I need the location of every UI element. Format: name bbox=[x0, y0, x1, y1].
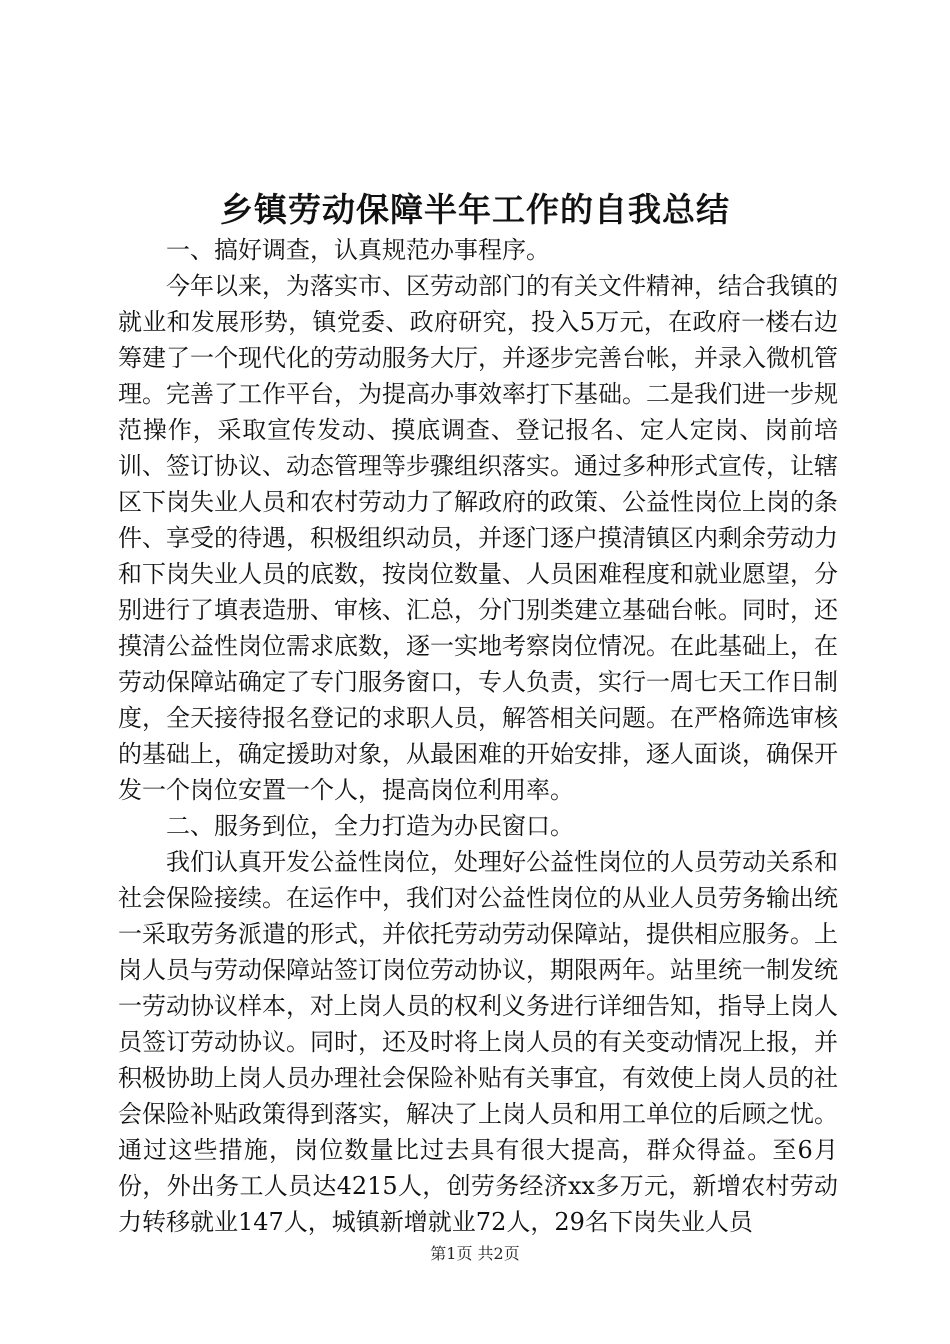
section-heading-2: 二、服务到位，全力打造为办民窗口。 bbox=[166, 812, 574, 840]
page-footer: 第1页 共2页 bbox=[430, 1244, 520, 1263]
body-paragraph-1: 今年以来，为落实市、区劳动部门的有关文件精神，结合我镇的就业和发展形势，镇党委、政府研究，投入5万元，在政府一楼右边筹建了一个现代化的劳动服务大厅，并逐步完善台帐，并录入微机管理。完善了工作平台，为提高办事效率打下基础。二是我们进一步规范操作，采取宣传发动、摸底调查、登记报名、定人定岗、岗前培训、签订协议、动态管理等步骤组织落实。通过多种形式宣传，让辖区下岗失业人员和农村劳动力了解政府的政策、公益性岗位上岗的条件、享受的待遇，积极组织动员，并逐门逐户摸清镇区内剩余劳动力和下岗失业人员的底数，按岗位数量、人员困难程度和就业愿望，分别进行了填表造册、审核、汇总，分门别类建立基础台帐。同时，还摸清公益性岗位需求底数，逐一实地考察岗位情况。在此基础上，在劳动保障站确定了专门服务窗口，专人负责，实行一周七天工作日制度，全天接待报名登记的求职人员，解答相关问题。在严格筛选审核的基础上，确定援助对象，从最困难的开始安排，逐人面谈，确保开发一个岗位安置一个人，提高岗位利用率。 bbox=[118, 272, 838, 804]
document-title: 乡镇劳动保障半年工作的自我总结 bbox=[220, 190, 730, 229]
section-heading-1: 一、搞好调查，认真规范办事程序。 bbox=[166, 236, 550, 264]
document-body bbox=[118, 232, 838, 1240]
body-paragraph-2: 我们认真开发公益性岗位，处理好公益性岗位的人员劳动关系和社会保险接续。在运作中，我们对公益性岗位的从业人员劳务输出统一采取劳务派遣的形式，并依托劳动劳动保障站，提供相应服务。上岗人员与劳动保障站签订岗位劳动协议，期限两年。站里统一制发统一劳动协议样本，对上岗人员的权利义务进行详细告知，指导上岗人员签订劳动协议。同时，还及时将上岗人员的有关变动情况上报，并积极协助上岗人员办理社会保险补贴有关事宜，有效使上岗人员的社会保险补贴政策得到落实，解决了上岗人员和用工单位的后顾之忧。通过这些措施，岗位数量比过去具有很大提高，群众得益。至6月份，外出务工人员达4215人，创劳务经济xx多万元，新增农村劳动力转移就业147人，城镇新增就业72人，29名下岗失业人员 bbox=[118, 848, 838, 1236]
